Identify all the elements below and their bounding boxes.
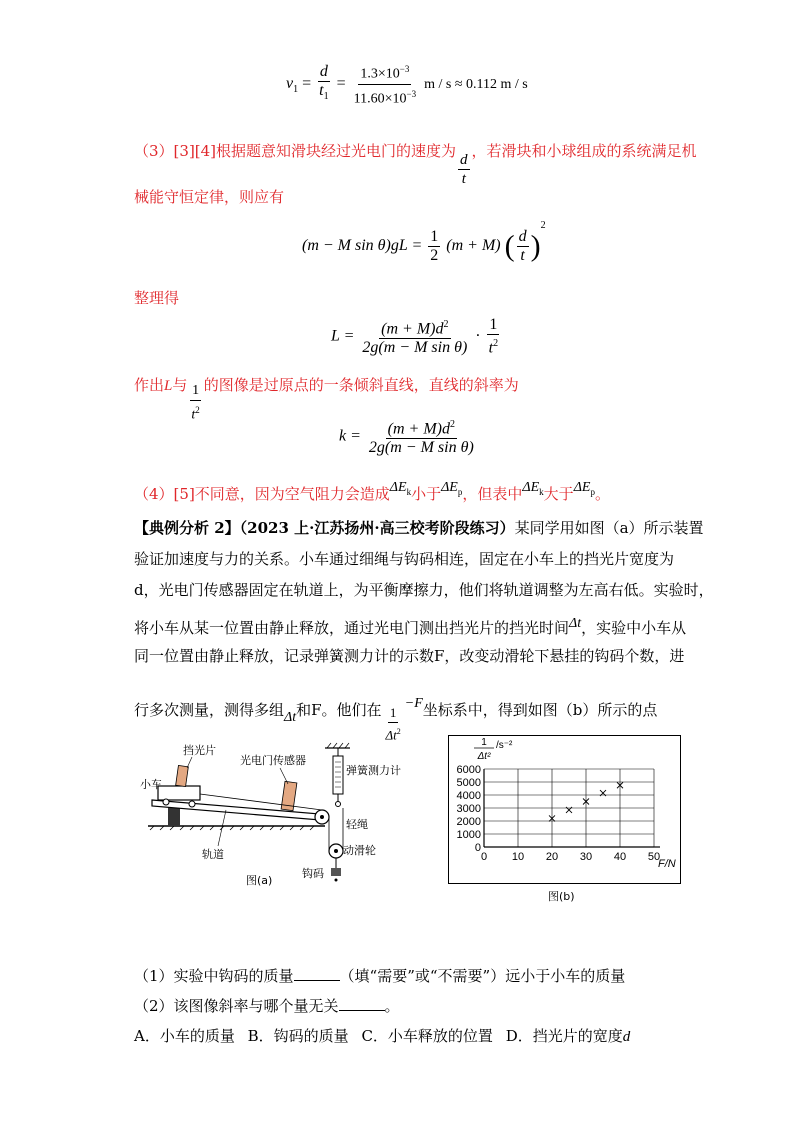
caption-figure-b: 图(b) [548,890,575,903]
label-spring: 弹簧测力计 [346,764,401,777]
answer-3-line2: 械能守恒定律，则应有 [134,188,285,206]
y-label-unit: /s⁻² [496,740,513,751]
y-tick-label: 3000 [456,803,481,815]
y-tick-label: 5000 [456,777,481,789]
answer-4: （4）[5]不同意，因为空气阻力会造成$\Delta E_k$小于$\Delta E_p$，但表中$\Delta E_k$大于$\Delta E_p$。 [134,480,610,503]
question-1: （1）实验中钩码的质量 （填“需要”或“不需要”）远小于小车的质量 [134,967,626,985]
cart-wheel [189,801,195,807]
chart-ticks [457,764,661,863]
x-tick-label: 20 [545,851,559,863]
chart-grid [484,769,660,847]
y-tick-label: 6000 [456,764,481,776]
y-tick-label: 4000 [456,790,481,802]
cart [158,786,200,800]
label-shade: 挡光片 [183,744,216,757]
label-gate: 光电门传感器 [240,754,306,767]
x-tick-label: 0 [480,851,488,863]
options-row [134,1026,630,1047]
tidy-label: 整理得 [134,289,180,307]
equation-energy: (m − M sin θ)gL = $\frac{1}{2}$ (m + M) ( $\frac{d}{t}$ )$^2$ [302,220,546,264]
label-cart: 小车 [140,778,162,791]
x-tick-label: 30 [579,851,593,863]
example-line-1: 【典例分析 2】（2023 上·江苏扬州·高三校考阶段练习）某同学用如图（a）所示装置 [134,519,704,537]
figure-a-apparatus [140,740,401,890]
figure-b-chart [448,735,688,907]
x-tick-label: 40 [613,851,627,863]
label-rope: 轻绳 [346,818,368,831]
x-label: F/N [658,858,676,870]
option-c[interactable]: C．小车释放的位置 [361,1027,493,1045]
y-tick-label: 1000 [456,829,481,841]
question-2: （2）该图像斜率与哪个量无关 。 [134,997,400,1015]
label-weight: 钩码 [302,867,324,880]
example-line-3: d，光电门传感器固定在轨道上，为平衡摩擦力，他们将轨道调整为左高右低。实验时， [134,581,714,599]
equation-k: k = $\frac{(m + M)d^2}{\text{2g(m − M sin θ)}}$ [339,416,478,457]
example-title: 【典例分析 2】 [134,519,240,537]
answer-blank-2[interactable] [339,996,385,1011]
light-shield [176,765,189,786]
example-source: （2023 上·江苏扬州·高三校考阶段练习） [239,519,515,537]
x-tick-label: 10 [511,851,525,863]
cart-wheel [163,799,169,805]
equation-L: L = $\frac{(m + M)d^2}{\text{2g(m − M sin θ)}}$ · $\frac{1}{t^2}$ [331,316,499,357]
y-label-numerator: 1 [481,737,487,748]
y-label-denominator: Δt² [477,751,491,762]
example-line-5: 同一位置由静止释放，记录弹簧测力计的示数F，改变动滑轮下悬挂的钩码个数，进 [134,647,685,665]
example-line-6: 行多次测量，测得多组Δt和F。他们在 $\frac{1}{\Delta t^2}$ −F坐标系中，得到如图（b）所示的点 [134,696,658,743]
answer-blank-1[interactable] [294,966,340,981]
x-tick-label: 50 [647,851,661,863]
example-line-2: 验证加速度与力的关系。小车通过细绳与钩码相连，固定在小车上的挡光片宽度为 [134,550,675,568]
caption-figure-a: 图(a) [246,874,273,887]
hook-weight [331,868,341,876]
equation-v1: $v_1$ = $\frac{d}{t_1}$ = $\frac{1.3\times 10^{-3}}{11.60\times 10^{-3}}$ m / s ≈ 0.112 m / s [286,60,528,108]
label-track: 轨道 [202,848,224,861]
answer-3-line1: （3）[3][4]根据题意知滑块经过光电门的速度为 $\frac{d}{t}$ ，若滑块和小球组成的系统满足机 [134,142,697,187]
y-tick-label: 2000 [456,816,481,828]
option-b[interactable]: B．钩码的质量 [247,1027,349,1045]
y-tick-label: 0 [474,842,481,854]
option-d[interactable]: D．挡光片的宽度d [505,1027,631,1045]
option-a[interactable]: A．小车的质量 [134,1027,235,1045]
spring-scale [333,756,343,794]
label-pulley: 动滑轮 [343,844,376,857]
example-line-4: 将小车从某一位置由静止释放，通过光电门测出挡光片的挡光时间Δt，实验中小车从 [134,616,687,637]
plot-description: 作出L与 $\frac{1}{t^2}$ 的图像是过原点的一条倾斜直线，直线的斜率为 [134,376,519,423]
